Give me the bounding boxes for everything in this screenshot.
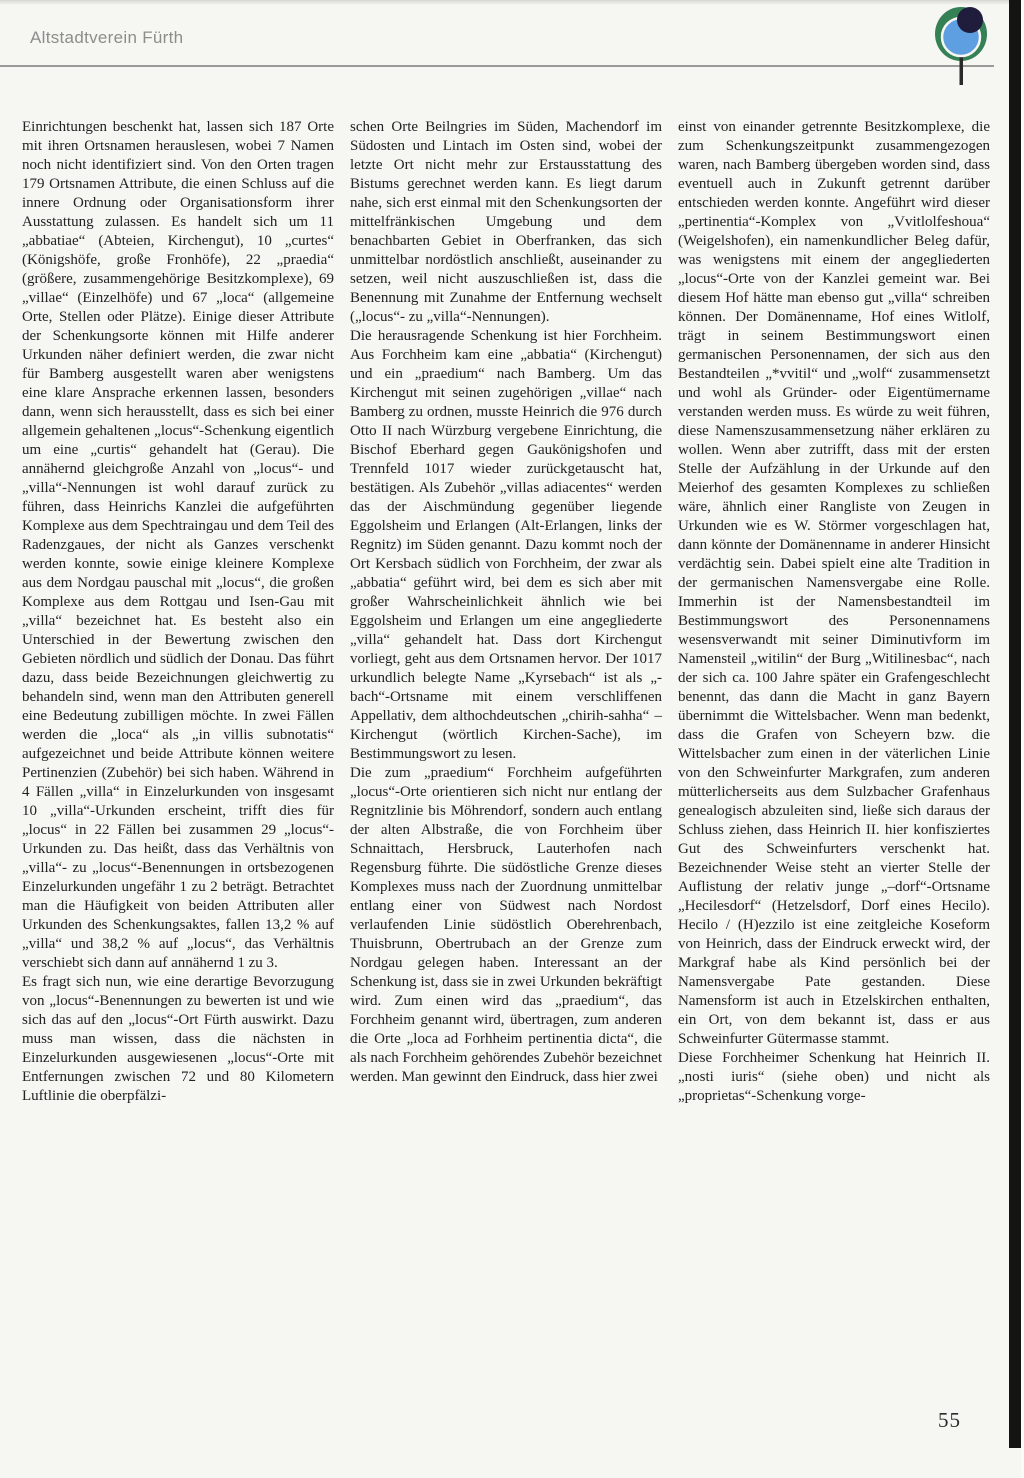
body-paragraph: einst von einander getrennte Besitzkomplexe, die zum Schenkungszeitpunkt zusammengezogen waren, nach Bamberg übergeben worden sind, dass eventuell auch in Zukunft getrennt darüber entschieden werden konnte. Angeführt wird dieser „pertinentia“-Komplex von „Vvitlolfeshoua“ (Weigelshofen), ein namenkundlicher Beleg dafür, was wenigstens mit einem der angegliederten „locus“-Orte von der Kanzlei gemeint war. Bei diesem Hof hätte man ebenso gut „villa“ schreiben können. Der Domänenname, Hof eines Witlolf, trägt in seinem Bestimmungswort einen germanischen Personennamen, der sich aus den Bestandteilen „*vvitil“ und „wolf“ zusammensetzt und wohl als Gründer- oder Eigentümername verstanden werden muss. Es würde zu weit führen, diese Namenszusammensetzung näher erklären zu wollen. Wenn aber zutrifft, dass mit der ersten Stelle der Aufzählung in der Urkunde auf den Meierhof des gesamten Komplexes zu schließen wäre, ähnlich einer Rangliste von Zeugen in Urkunden wie es W. Störmer vorgeschlagen hat, dann könnte der Domänenname in anderer Hinsicht verdächtig sein. Dabei spielt eine alte Tradition in der germanischen Namensvergabe eine Rolle. Immerhin ist der Namensbestandteil im Bestimmungswort des Personennamens wesensverwandt mit seiner Diminutivform im Namensteil „witilin“ der Burg „Witilinesbac“, nach der sich ca. 100 Jahre später ein Grafengeschlecht benennt, das dann die Macht in ganz Bayern übernimmt die Wittelsbacher. Wenn man bedenkt, dass die Grafen von Scheyern bzw. die Wittelsbacher zum einen in der väterlichen Linie von den Schweinfurter Markgrafen, zum anderen mütterlicherseits aus dem Sulzbacher Grafenhaus genealogisch abzuleiten sind, ließe sich daraus der Schluss ziehen, dass Heinrich II. hier konfisziertes Gut des Schweinfurters verschenkt hat. Bezeichnender Weise steht an vierter Stelle der Auflistung der relativ junge „–dorf“-Ortsname „Hecilesdorf“ (Hetzelsdorf, Dorf eines Hecilo). Hecilo / (H)ezzilo ist eine zeitgleiche Koseform von Heinrich, dass der Eindruck erweckt wird, der Markgraf habe als Kind persönlich bei der Namensvergabe Pate gestanden. Diese Namensform ist auch in Etzelskirchen enthalten, ein Ort, von dem bekannt ist, dass er aus Schweinfurter Gütermasse stammt.: [678, 119, 990, 1047]
altstadtverein-logo-icon: [934, 5, 992, 85]
text-column-3: [678, 118, 990, 1106]
text-column-2: [350, 118, 662, 1106]
body-paragraph: Es fragt sich nun, wie eine derartige Bevorzugung von „locus“-Benennungen zu bewerten ist und wie sich das auf den „locus“-Ort Fürth auswirkt. Dazu muss man wissen, dass die nächsten in Einzelurkunden ausgewiesenen „locus“-Orte mit Entfernungen zwischen 72 und 80 Kilometern Luftlinie die oberpfälzi-: [22, 974, 334, 1104]
page-number: 55: [938, 1408, 961, 1432]
body-paragraph: Die zum „praedium“ Forchheim aufgeführten „locus“-Orte orientieren sich nicht nur entlang der Regnitzlinie bis Möhrendorf, sondern auch entlang der alten Albstraße, die von Forchheim über Schnaittach, Hersbruck, Lauterhofen nach Regensburg führte. Die südöstliche Grenze dieses Komplexes muss nach der Zuordnung unmittelbar entlang einer von Südwest nach Nordost verlaufenden Linie südöstlich Oberehrenbach, Thuisbrunn, Obertrubach an der Grenze zum Nordgau gelegen haben. Interessant an der Schenkung ist, dass sie in zwei Urkunden bekräftigt wird. Zum einen wird das „praedium“, das Forchheim genannt wird, übertragen, zum anderen die Orte „loca ad Forhheim pertinentia dicta“, die als nach Forchheim gehörendes Zubehör bezeichnet werden. Man gewinnt den Eindruck, dass hier zwei: [350, 765, 662, 1085]
scan-top-edge: [0, 0, 1024, 5]
text-column-1: [22, 118, 334, 1106]
body-paragraph: Die herausragende Schenkung ist hier Forchheim. Aus Forchheim kam eine „abbatia“ (Kirchengut) und ein „praedium“ nach Bamberg. Um das Kirchengut mit seinen zugehörigen „villae“ nach Bamberg zu ordnen, musste Heinrich die 976 durch Otto II nach Würzburg vergebene Einrichtung, die Bischof Eberhard gegen Gaukönigshofen und Trennfeld 1017 wieder zurückgetauscht hat, bestätigen. Als Zubehör „villas adiacentes“ werden das der Aischmündung gegenüber liegende Eggolsheim und Erlangen (Alt-Erlangen, links der Regnitz) im Süden genannt. Dazu kommt noch der Ort Kersbach südlich von Forchheim, der zwar als „abbatia“ geführt wird, bei dem es sich aber mit großer Wahrscheinlichkeit ähnlich wie bei Eggolsheim und Erlangen um eine angegliederte „villa“ gehandelt hat. Dass dort Kirchengut vorliegt, geht aus dem Ortsnamen hervor. Der 1017 urkundlich belegte Name „Kyrsebach“ ist als „-bach“-Ortsname mit einem verschliffenen Appellativ, dem althochdeutschen „chirih-sahha“ – Kirchengut (wörtlich Kirchen-Sache), im Bestimmungswort zu lesen.: [350, 328, 662, 762]
scan-edge-bar: [1009, 0, 1021, 1448]
body-paragraph: schen Orte Beilngries im Süden, Machendorf im Südosten und Lintach im Osten sind, wobei der letzte Ort nicht mehr zur Erstausstattung des Bistums gerechnet werden kann. Es liegt darum nahe, sich erst einmal mit den Schenkungsorten der mittelfränkischen Umgebung und dem benachbarten Gebiet in Oberfranken, das sich unmittelbar nordöstlich anschließt, auseinander zu setzen, weil nicht auszuschließen ist, dass die Benennung mit Zunahme der Entfernung wechselt („locus“- zu „villa“-Nennungen).: [350, 119, 662, 325]
page-header-title: Altstadtverein Fürth: [30, 28, 184, 47]
text-columns: [22, 118, 988, 1106]
header-divider-rule: [0, 65, 994, 67]
body-paragraph: Diese Forchheimer Schenkung hat Heinrich II. „nosti iuris“ (siehe oben) und nicht als „proprietas“-Schenkung vorge-: [678, 1050, 990, 1104]
body-paragraph: Einrichtungen beschenkt hat, lassen sich 187 Orte mit ihren Ortsnamen herauslesen, wobei 7 Namen noch nicht identifiziert sind. Von den Orten tragen 179 Ortsnamen Attribute, die einen Schluss auf die innere Ordnung oder Organisationsform ihrer Ausstattung zulassen. Es handelt sich um 11 „abbatiae“ (Abteien, Kirchengut), 10 „curtes“ (Königshöfe, große Fronhöfe), 22 „praedia“ (größere, zusammengehörige Besitzkomplexe), 69 „villae“ (Einzelhöfe) und 67 „loca“ (allgemeine Orte, Stellen oder Plätze). Einige dieser Attribute der Schenkungsorte können mit Hilfe anderer Urkunden näher definiert werden, die zwar nicht für Bamberg ausgestellt waren aber wenigstens eine klare Ansprache erkennen lassen, besonders dann, wenn sich herausstellt, dass es sich bei einer allgemein gehaltenen „locus“-Schenkung eigentlich um eine „curtis“ gehandelt hat (Gerau). Die annähernd gleichgroße Anzahl von „locus“- und „villa“-Nennungen ist wohl darauf zurück zu führen, dass Heinrichs Kanzlei die aufgeführten Komplexe aus dem Spechtraingau und dem Teil des Radenzgaues, der nicht als Ganzes verschenkt werden konnte, sowie einige kleinere Komplexe aus dem Nordgau pauschal mit „locus“, die großen Komplexe aus dem Rottgau und Isen-Gau mit „villa“ bezeichnet hat. Es besteht also ein Unterschied in der Bewertung zwischen den Gebieten nördlich und südlich der Donau. Das führt dazu, dass beide Bezeichnungen gleichwertig zu behandeln sind, wenn man den Attributen generell eine Bedeutung zubilligen möchte. In zwei Fällen werden die „loca“ als „in villis subnotatis“ aufgezeichnet und beide Attribute können weitere Pertinenzien (Zubehör) bei sich haben. Während in 4 Fällen „villa“ in Einzelurkunden von insgesamt 10 „villa“-Urkunden erscheint, trifft dies für „locus“ in 22 Fällen bei zusammen 29 „locus“-Urkunden zu. Das heißt, dass das Verhältnis von „villa“- zu „locus“-Benennungen in ortsbezogenen Einzelurkunden ungefähr 1 zu 2 beträgt. Betrachtet man die Häufigkeit von beiden Attributen aller Urkunden des Schenkungsaktes, fallen 13,2 % auf „villa“ und 38,2 % auf „locus“, das Verhältnis verschiebt sich dann auf annähernd 1 zu 3.: [22, 119, 334, 971]
logo-navy-circle: [957, 7, 983, 33]
